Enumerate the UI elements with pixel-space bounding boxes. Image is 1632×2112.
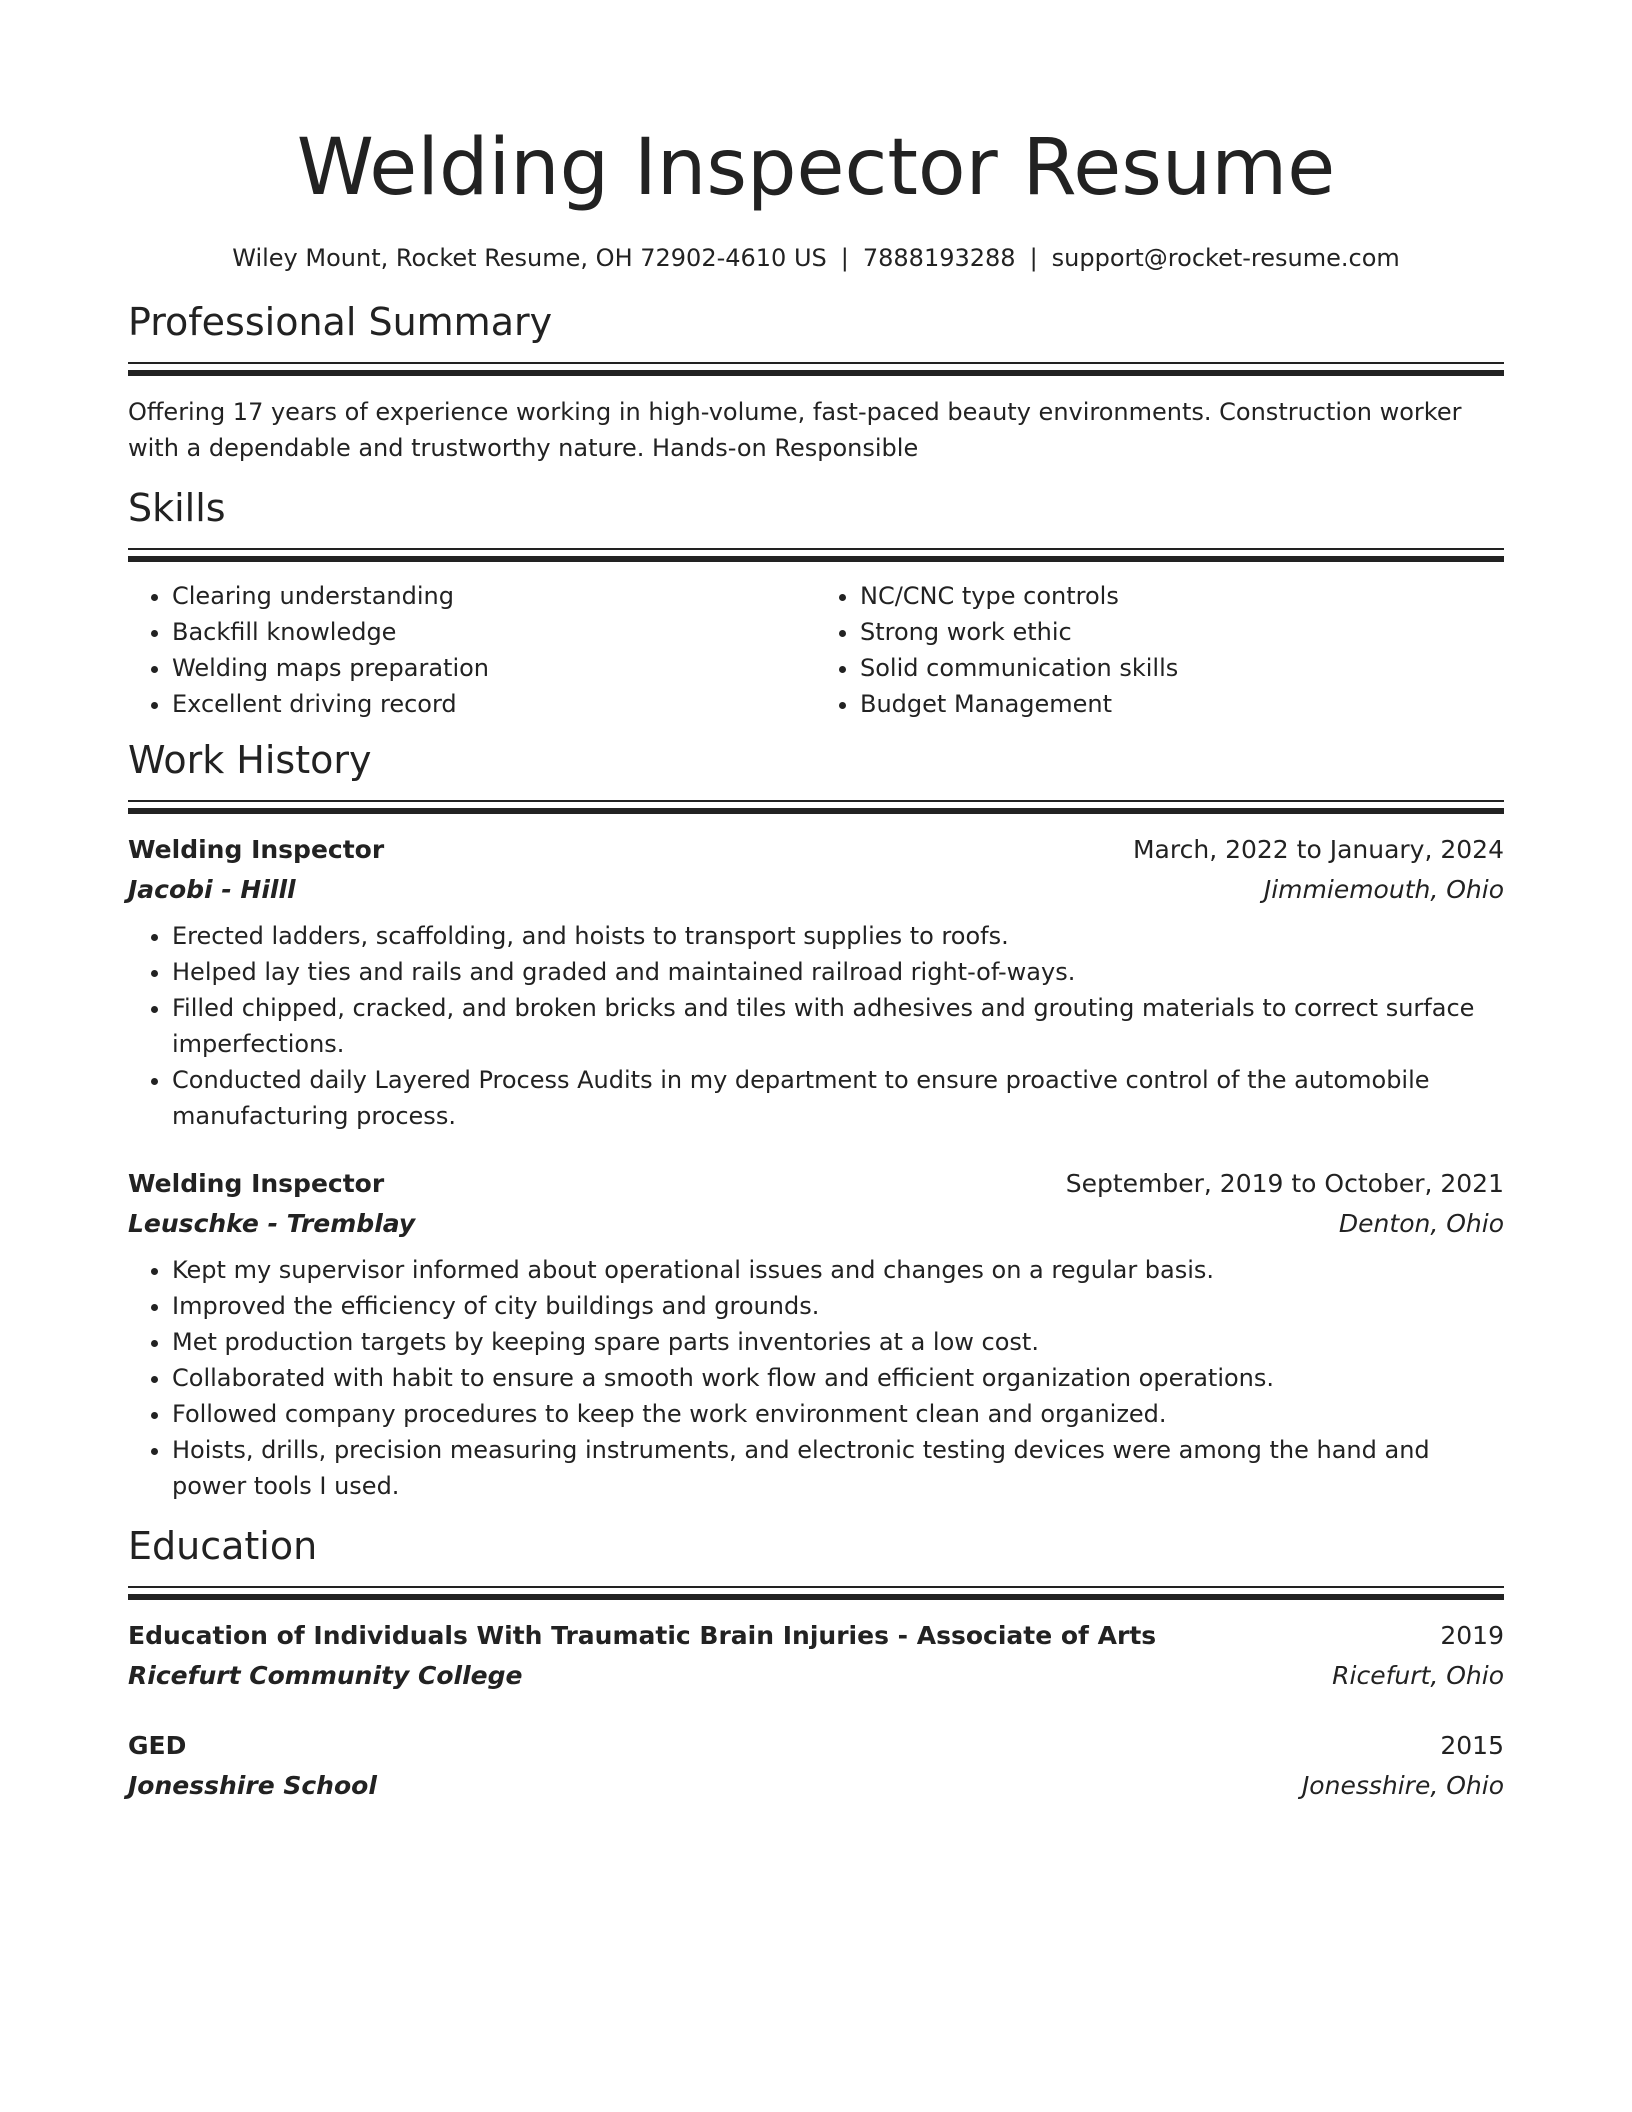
duty-item: • Met production targets by keeping spare parts inventories at a low cost.: [172, 1324, 1504, 1360]
contact-phone: 7888193288: [862, 244, 1016, 272]
education-header: [128, 1616, 1504, 1656]
skill-item: • Welding maps preparation: [172, 650, 816, 686]
section-heading-skills: Skills: [128, 486, 226, 530]
duty-item: • Conducted daily Layered Process Audits in my department to ensure proactive control of the automobile manufacturing process.: [172, 1062, 1504, 1134]
education-school: Jonesshire School: [128, 1771, 377, 1800]
section-heading-summary: Professional Summary: [128, 300, 553, 344]
section-heading-education: Education: [128, 1524, 318, 1568]
summary-text: Offering 17 years of experience working in high-volume, fast-paced beauty environments. Construction worker with a dependable and trustworthy nature. Hands-on Responsible: [128, 398, 1462, 462]
job-location: Denton, Ohio: [1338, 1209, 1504, 1238]
contact-address: Wiley Mount, Rocket Resume, OH 72902-4610 US: [232, 244, 827, 272]
section-divider: [128, 362, 1504, 364]
job-title: Welding Inspector: [128, 835, 385, 864]
skill-item: • Strong work ethic: [860, 614, 1504, 650]
education-location: Ricefurt, Ohio: [1332, 1661, 1504, 1690]
job-dates: March, 2022 to January, 2024: [1132, 835, 1504, 864]
education-header: [128, 1726, 1504, 1766]
contact-separator: |: [1029, 244, 1038, 272]
education-degree: Education of Individuals With Traumatic Brain Injuries - Associate of Arts: [128, 1621, 1157, 1650]
job-entry: [128, 1164, 1504, 1504]
section-divider: [128, 1586, 1504, 1588]
job-location: Jimmiemouth, Ohio: [1263, 875, 1504, 904]
skills-section: [128, 486, 1504, 722]
section-heading-work: Work History: [128, 738, 372, 782]
job-subheader: [128, 1204, 1504, 1244]
resume-page: [128, 0, 1504, 1806]
section-divider-thick: [128, 1594, 1504, 1600]
work-section: [128, 738, 1504, 1504]
duty-item: • Helped lay ties and rails and graded and maintained railroad right-of-ways.: [172, 954, 1504, 990]
skill-item: • Solid communication skills: [860, 650, 1504, 686]
duty-item: • Hoists, drills, precision measuring instruments, and electronic testing devices were among the hand and power tools I used.: [172, 1432, 1504, 1504]
skill-item: • Backfill knowledge: [172, 614, 816, 650]
section-divider-thick: [128, 556, 1504, 562]
contact-email: support@rocket-resume.com: [1051, 244, 1400, 272]
duty-item: • Filled chipped, cracked, and broken bricks and tiles with adhesives and grouting materials to correct surface imperfections.: [172, 990, 1504, 1062]
skills-list-left: [128, 578, 816, 722]
education-year: 2019: [1440, 1621, 1504, 1650]
summary-section: [128, 300, 1504, 466]
skill-item: • Excellent driving record: [172, 686, 816, 722]
job-company: Jacobi - Hilll: [128, 875, 296, 904]
duty-item: • Kept my supervisor informed about operational issues and changes on a regular basis.: [172, 1252, 1504, 1288]
job-dates: September, 2019 to October, 2021: [1065, 1169, 1504, 1198]
skill-item: • Clearing understanding: [172, 578, 816, 614]
job-header: [128, 1164, 1504, 1204]
skills-list-right: [816, 578, 1504, 722]
resume-title: Welding Inspector Resume: [296, 123, 1336, 213]
job-duties: [128, 1252, 1504, 1504]
contact-line: [128, 242, 1504, 274]
skills-columns: [128, 578, 1504, 722]
section-divider-thick: [128, 370, 1504, 376]
job-subheader: [128, 870, 1504, 910]
duty-item: • Erected ladders, scaffolding, and hoists to transport supplies to roofs.: [172, 918, 1504, 954]
duty-item: • Collaborated with habit to ensure a smooth work flow and efficient organization operations.: [172, 1360, 1504, 1396]
contact-separator: |: [840, 244, 849, 272]
job-entry: [128, 830, 1504, 1134]
education-subheader: [128, 1766, 1504, 1806]
education-school: Ricefurt Community College: [128, 1661, 523, 1690]
education-year: 2015: [1440, 1731, 1504, 1760]
job-title: Welding Inspector: [128, 1169, 385, 1198]
education-entry: [128, 1616, 1504, 1696]
education-section: [128, 1524, 1504, 1806]
job-company: Leuschke - Tremblay: [128, 1209, 416, 1238]
education-subheader: [128, 1656, 1504, 1696]
duty-item: • Improved the efficiency of city buildings and grounds.: [172, 1288, 1504, 1324]
job-duties: [128, 918, 1504, 1134]
education-entry: [128, 1726, 1504, 1806]
education-degree: GED: [128, 1731, 187, 1760]
education-location: Jonesshire, Ohio: [1301, 1771, 1504, 1800]
skill-item: • NC/CNC type controls: [860, 578, 1504, 614]
skill-item: • Budget Management: [860, 686, 1504, 722]
section-divider-thick: [128, 808, 1504, 814]
section-divider: [128, 800, 1504, 802]
section-divider: [128, 548, 1504, 550]
job-header: [128, 830, 1504, 870]
duty-item: • Followed company procedures to keep the work environment clean and organized.: [172, 1396, 1504, 1432]
